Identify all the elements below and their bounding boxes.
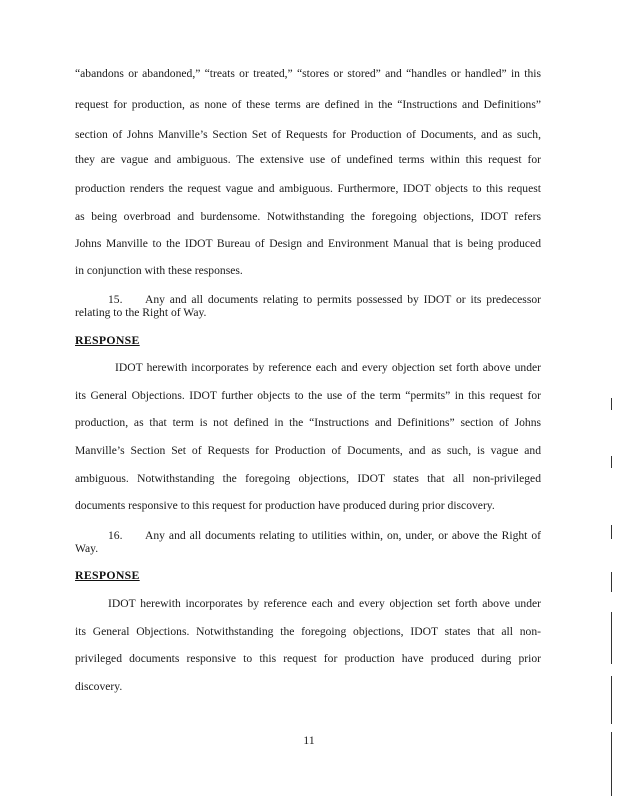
scan-artifact-mark xyxy=(611,572,612,592)
request-16-text: Any and all documents relating to utilities within, on, under, or above the Right of xyxy=(145,529,541,542)
response-16-heading: RESPONSE xyxy=(75,568,140,582)
response-15-line: Manville’s Section Set of Requests for Production of Documents, and as such, is vague and xyxy=(75,444,541,457)
body-text-line: request for production, as none of these terms are defined in the “Instructions and Definitions” xyxy=(75,98,541,111)
response-15-heading: RESPONSE xyxy=(75,333,140,347)
request-16-number: 16. xyxy=(108,529,123,542)
response-16-line: discovery. xyxy=(75,680,123,693)
scan-artifact-mark xyxy=(611,456,612,468)
response-16-line: its General Objections. Notwithstanding the foregoing objections, IDOT states that all non- xyxy=(75,625,541,638)
response-15-line: production, as that term is not defined in the “Instructions and Definitions” section of Johns xyxy=(75,416,541,429)
body-text-line: they are vague and ambiguous. The extensive use of undefined terms within this request for xyxy=(75,153,541,166)
body-text-line: Johns Manville to the IDOT Bureau of Design and Environment Manual that is being produced xyxy=(75,237,541,250)
body-text-line: as being overbroad and burdensome. Notwithstanding the foregoing objections, IDOT refers xyxy=(75,210,541,223)
scan-artifact-mark xyxy=(611,676,612,724)
request-15-line: relating to the Right of Way. xyxy=(75,306,207,319)
response-16-line: privileged documents responsive to this request for production have produced during prior xyxy=(75,652,541,665)
scan-artifact-mark xyxy=(611,612,612,664)
scan-artifact-mark xyxy=(611,732,612,796)
response-15-line: IDOT herewith incorporates by reference each and every objection set forth above under xyxy=(115,361,541,374)
request-15-number: 15. xyxy=(108,293,123,306)
scan-artifact-mark xyxy=(611,525,612,539)
request-15-text: Any and all documents relating to permits possessed by IDOT or its predecessor xyxy=(145,293,541,306)
body-text-line: in conjunction with these responses. xyxy=(75,264,243,277)
response-16-line: IDOT herewith incorporates by reference each and every objection set forth above under xyxy=(108,597,541,610)
response-15-line: its General Objections. IDOT further objects to the use of the term “permits” in this request for xyxy=(75,389,541,402)
request-15-line xyxy=(108,293,541,307)
response-15-line: documents responsive to this request for production have produced during prior discovery. xyxy=(75,499,495,512)
scan-artifact-mark xyxy=(611,398,612,410)
response-15-line: ambiguous. Notwithstanding the foregoing objections, IDOT states that all non-privileged xyxy=(75,472,541,485)
request-16-line xyxy=(108,529,541,543)
page-number: 11 xyxy=(303,733,315,747)
body-text-line: “abandons or abandoned,” “treats or treated,” “stores or stored” and “handles or handled” in this xyxy=(75,67,541,80)
body-text-line: production renders the request vague and ambiguous. Furthermore, IDOT objects to this request xyxy=(75,182,541,195)
request-16-line: Way. xyxy=(75,542,99,555)
body-text-line: section of Johns Manville’s Section Set of Requests for Production of Documents, and as such, xyxy=(75,128,541,141)
